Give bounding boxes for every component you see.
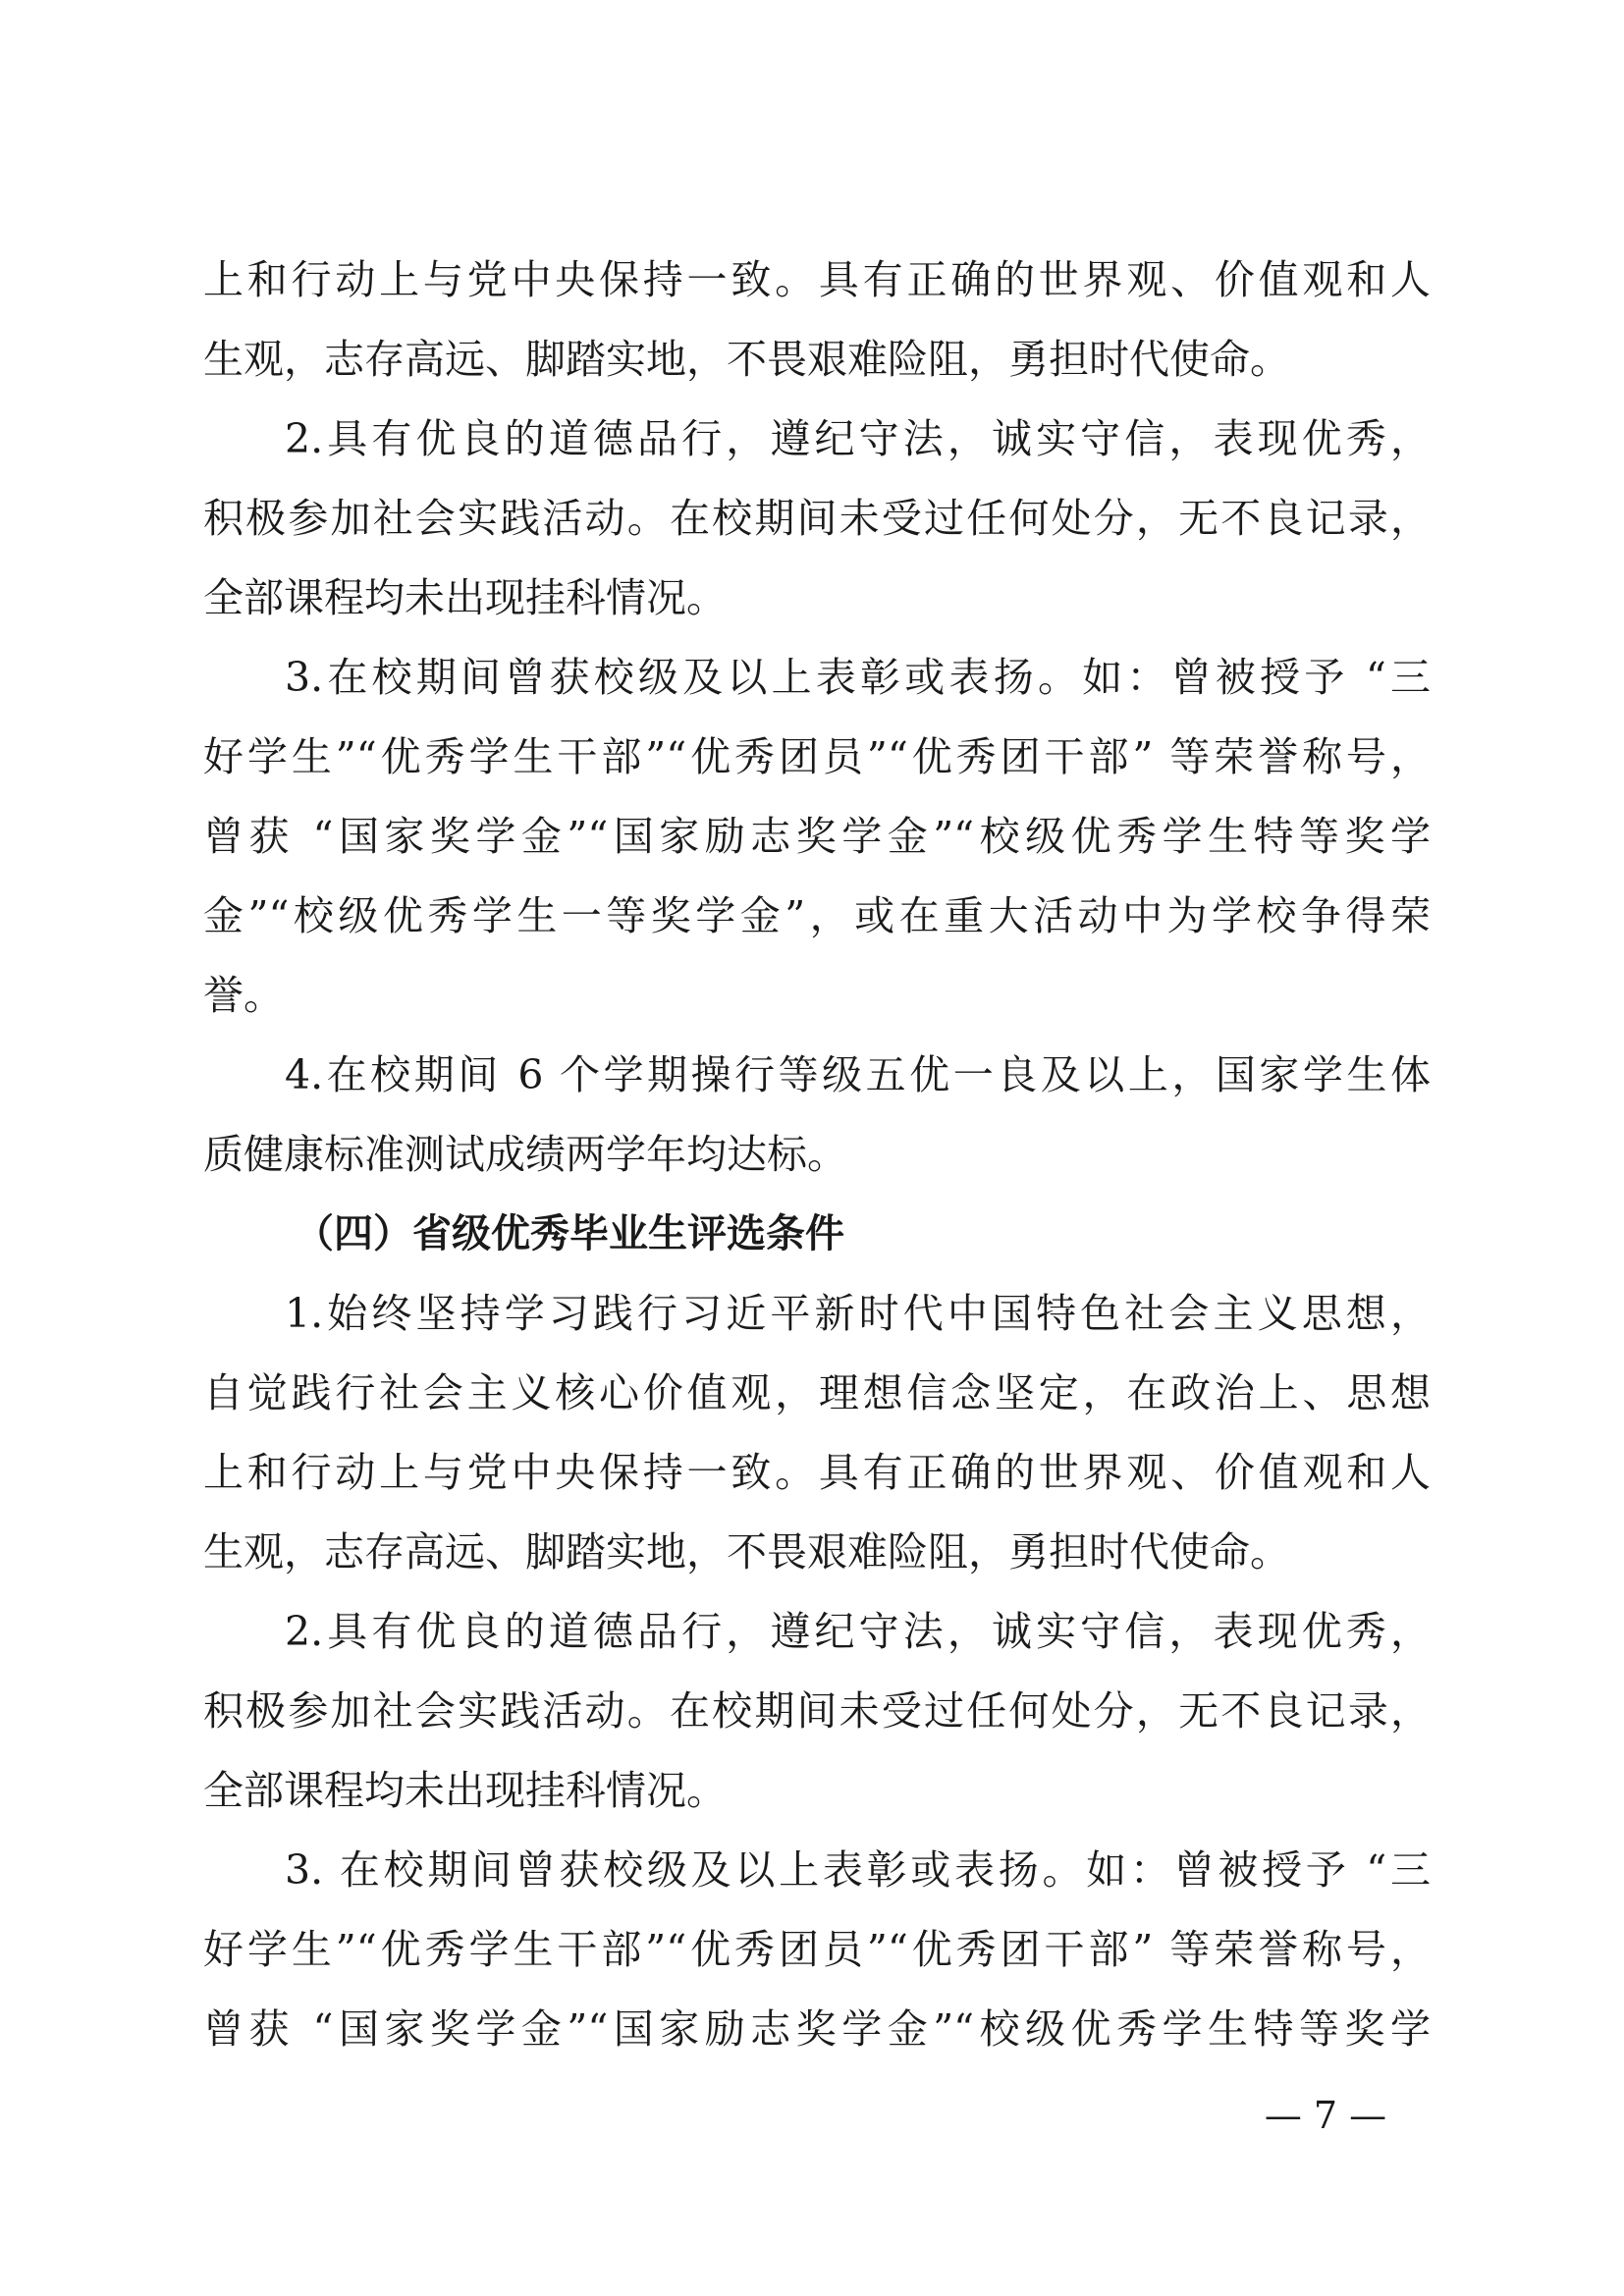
paragraph-line: 曾获 “国家奖学金”“国家励志奖学金”“校级优秀学生特等奖学 — [203, 2005, 1431, 2053]
paragraph-line: 金”“校级优秀学生一等奖学金”，或在重大活动中为学校争得荣 — [203, 892, 1431, 939]
paragraph-line: 上和行动上与党中央保持一致。具有正确的世界观、价值观和人 — [203, 1449, 1431, 1496]
paragraph-line: 质健康标准测试成绩两学年均达标。 — [203, 1131, 847, 1178]
paragraph-line: 积极参加社会实践活动。在校期间未受过任何处分，无不良记录， — [203, 495, 1431, 542]
paragraph-line: 积极参加社会实践活动。在校期间未受过任何处分，无不良记录， — [203, 1687, 1431, 1735]
paragraph-line: 2.具有优良的道德品行，遵纪守法，诚实守信，表现优秀， — [285, 1608, 1431, 1655]
paragraph-line: 上和行动上与党中央保持一致。具有正确的世界观、价值观和人 — [203, 256, 1431, 303]
page-number: — 7 — — [1264, 2094, 1387, 2137]
paragraph-line: 好学生”“优秀学生干部”“优秀团员”“优秀团干部” 等荣誉称号， — [203, 733, 1431, 780]
paragraph-line: 4.在校期间 6 个学期操行等级五优一良及以上，国家学生体 — [285, 1051, 1431, 1098]
paragraph-line: 全部课程均未出现挂科情况。 — [203, 574, 727, 621]
paragraph-line: 生观，志存高远、脚踏实地，不畏艰难险阻，勇担时代使命。 — [203, 336, 1290, 383]
section-heading: （四）省级优秀毕业生评选条件 — [295, 1211, 844, 1256]
paragraph-line: 曾获 “国家奖学金”“国家励志奖学金”“校级优秀学生特等奖学 — [203, 813, 1431, 860]
paragraph-line: 2.具有优良的道德品行，遵纪守法，诚实守信，表现优秀， — [285, 415, 1431, 462]
paragraph-line: 3. 在校期间曾获校级及以上表彰或表扬。如：曾被授予 “三 — [285, 1846, 1431, 1894]
paragraph-line: 全部课程均未出现挂科情况。 — [203, 1767, 727, 1814]
paragraph-line: 生观，志存高远、脚踏实地，不畏艰难险阻，勇担时代使命。 — [203, 1528, 1290, 1575]
paragraph-line: 自觉践行社会主义核心价值观，理想信念坚定，在政治上、思想 — [203, 1369, 1431, 1416]
paragraph-line: 誉。 — [203, 972, 284, 1019]
paragraph-line: 3.在校期间曾获校级及以上表彰或表扬。如：曾被授予 “三 — [285, 654, 1431, 701]
paragraph-line: 好学生”“优秀学生干部”“优秀团员”“优秀团干部” 等荣誉称号， — [203, 1926, 1431, 1973]
paragraph-line: 1.始终坚持学习践行习近平新时代中国特色社会主义思想， — [285, 1290, 1431, 1337]
